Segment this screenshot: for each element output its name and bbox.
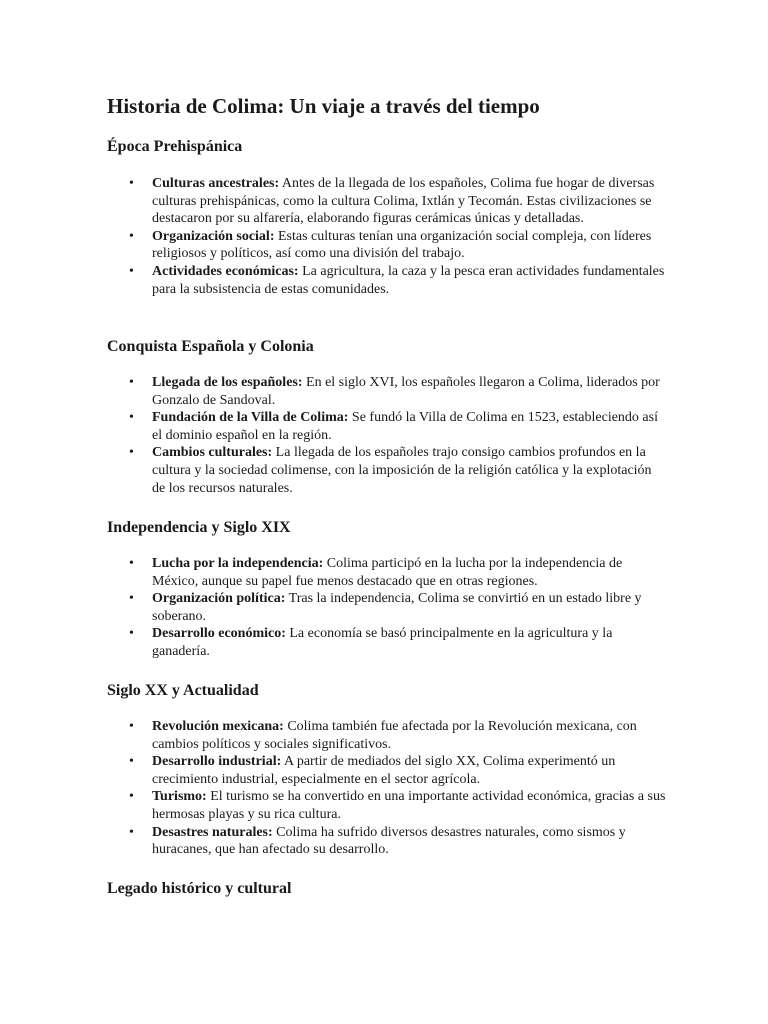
bullet-icon: • (129, 754, 134, 770)
bullet-icon: • (129, 228, 134, 244)
bullet-icon: • (129, 263, 134, 279)
list-item (107, 444, 667, 497)
item-text: Colima ha sufrido diversos desastres naturales, como sismos y huracanes, que han afectado su desarrollo. (152, 824, 626, 858)
section-heading-epoca-prehispanica: Época Prehispánica (107, 138, 243, 155)
section-heading-siglo-xx: Siglo XX y Actualidad (107, 682, 259, 699)
item-text: Estas culturas tenían una organización social compleja, con líderes religiosos y políticos, así como una división del trabajo. (152, 228, 652, 262)
section-heading-independencia: Independencia y Siglo XIX (107, 519, 291, 536)
list-item (107, 555, 667, 590)
bullet-list-epoca-prehispanica (107, 175, 667, 298)
item-term: Organización política: (152, 591, 286, 607)
bullet-icon: • (129, 719, 134, 734)
list-item (107, 374, 667, 409)
item-term: Actividades económicas: (152, 263, 299, 279)
item-text: La llegada de los españoles trajo consigo cambios profundos en la cultura y la sociedad colimense, con la imposición de la religión católica y la explotación de los recursos naturales. (152, 445, 652, 496)
item-term: Culturas ancestrales: (152, 176, 280, 191)
bullet-icon: • (129, 375, 134, 390)
list-item (107, 625, 667, 660)
item-term: Lucha por la independencia: (152, 556, 324, 571)
item-text: Colima participó en la lucha por la independencia de México, aunque su papel fue menos destacado que en otras regiones. (152, 556, 623, 589)
list-item (107, 175, 667, 228)
item-term: Organización social: (152, 228, 275, 244)
item-text: La agricultura, la caza y la pesca eran actividades fundamentales para la subsistencia de estas comunidades. (152, 263, 665, 297)
item-term: Desarrollo económico: (152, 626, 286, 642)
list-item (107, 753, 667, 788)
section-heading-legado-historico: Legado histórico y cultural (107, 880, 292, 897)
list-item (107, 718, 667, 753)
list-item (107, 788, 667, 823)
bullet-icon: • (129, 626, 134, 642)
bullet-list-conquista-espanola (107, 374, 667, 497)
document-title: Historia de Colima: Un viaje a través del tiempo (107, 94, 540, 118)
item-term: Revolución mexicana: (152, 719, 284, 734)
bullet-list-independencia (107, 555, 667, 661)
item-text: A partir de mediados del siglo XX, Colima experimentó un crecimiento industrial, especialmente en el sector agrícola. (152, 754, 616, 787)
item-text: El turismo se ha convertido en una importante actividad económica, gracias a sus hermosas playas y su rica cultura. (152, 789, 666, 822)
bullet-icon: • (129, 556, 134, 571)
item-term: Cambios culturales: (152, 445, 273, 461)
section-heading-conquista-espanola: Conquista Española y Colonia (107, 338, 314, 355)
item-term: Fundación de la Villa de Colima: (152, 410, 349, 426)
list-item (107, 409, 667, 444)
item-term: Desarrollo industrial: (152, 754, 282, 770)
item-text: Colima también fue afectada por la Revolución mexicana, con cambios políticos y sociales significativos. (152, 719, 637, 752)
bullet-icon: • (129, 410, 134, 426)
bullet-icon: • (129, 591, 134, 607)
item-term: Desastres naturales: (152, 824, 273, 840)
item-text: La economía se basó principalmente en la agricultura y la ganadería. (152, 626, 613, 659)
list-item (107, 228, 667, 263)
item-term: Llegada de los españoles: (152, 375, 303, 390)
bullet-icon: • (129, 824, 134, 840)
list-item (107, 590, 667, 625)
list-item (107, 824, 667, 859)
bullet-icon: • (129, 789, 134, 805)
bullet-icon: • (129, 445, 134, 461)
list-item (107, 263, 667, 298)
item-text: Tras la independencia, Colima se convirtió en un estado libre y soberano. (152, 591, 642, 624)
item-text: En el siglo XVI, los españoles llegaron a Colima, liderados por Gonzalo de Sandoval. (152, 375, 660, 408)
bullet-list-siglo-xx (107, 718, 667, 859)
bullet-icon: • (129, 176, 134, 191)
item-text: Se fundó la Villa de Colima en 1523, estableciendo así el dominio español en la región. (152, 410, 658, 443)
item-term: Turismo: (152, 789, 207, 805)
item-text: Antes de la llegada de los españoles, Colima fue hogar de diversas culturas prehispánicas, como la cultura Colima, Ixtlán y Tecomán. Estas civilizaciones se destacaron por su alfarería, elaborando figuras cerámicas únicas y detalladas. (152, 176, 655, 227)
